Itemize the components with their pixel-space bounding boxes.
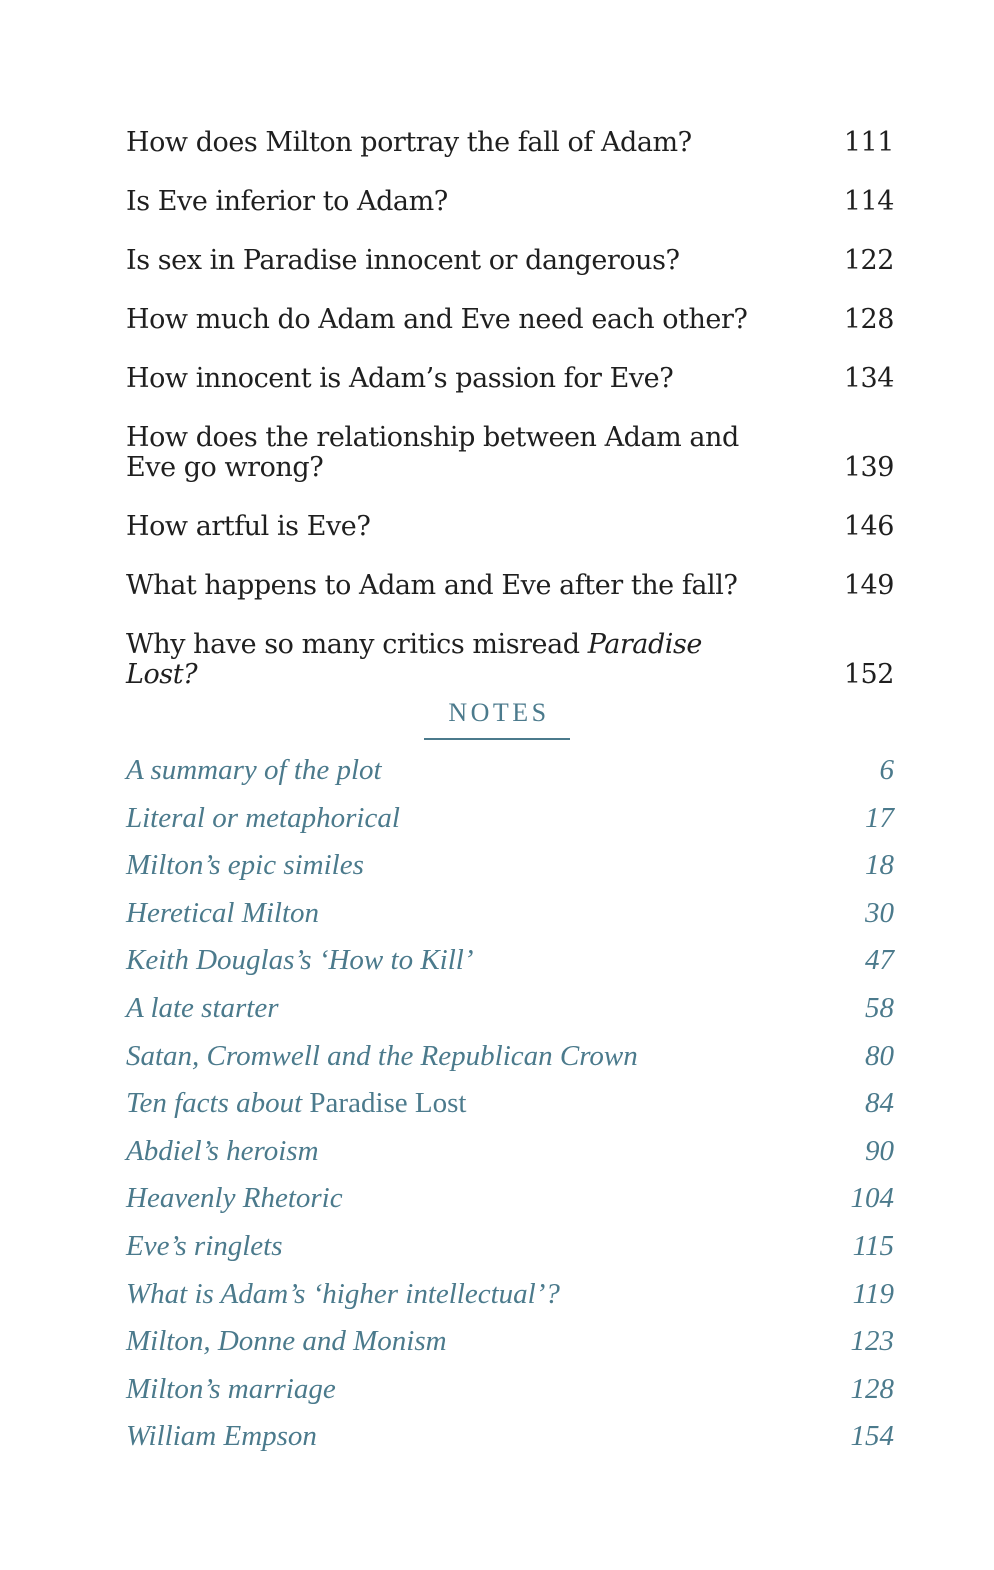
note-entry-page: 80: [865, 1039, 894, 1072]
note-entry: [126, 803, 894, 851]
note-entry: [126, 1231, 894, 1279]
note-entry: [126, 755, 894, 803]
note-entry-title: Heavenly Rhetoric: [126, 1182, 343, 1215]
note-entry-page: 84: [865, 1087, 894, 1120]
contents-entry: [126, 630, 894, 690]
contents-entry-page: 134: [843, 363, 894, 394]
contents-entry-page: 111: [843, 127, 894, 158]
note-entry-title: What is Adam’s ‘higher intellectual’?: [126, 1277, 560, 1310]
note-entry: [126, 1326, 894, 1374]
note-entry: [126, 1183, 894, 1231]
note-entry-title: Keith Douglas’s ‘How to Kill’: [126, 944, 474, 977]
contents-entry-title: How innocent is Adam’s passion for Eve?: [126, 363, 674, 394]
contents-entry: [126, 128, 894, 158]
note-entry-title: Literal or metaphorical: [126, 801, 400, 834]
contents-entry-page: 146: [843, 511, 894, 542]
contents-entry: [126, 364, 894, 394]
note-entry-title: Milton, Donne and Monism: [126, 1325, 447, 1358]
note-entry: [126, 945, 894, 993]
notes-heading: NOTES: [424, 698, 569, 740]
note-entry: [126, 1136, 894, 1184]
note-entry-page: 115: [852, 1229, 894, 1262]
contents-entry: [126, 246, 894, 276]
note-entry-page: 30: [865, 896, 894, 929]
note-entry-page: 154: [850, 1420, 894, 1453]
note-entry-title: Milton’s epic similes: [126, 849, 364, 882]
note-entry-page: 90: [865, 1134, 894, 1167]
contents-entry-title: How does the relationship between Adam and Eve go wrong?: [126, 422, 739, 483]
note-entry: [126, 1374, 894, 1422]
contents-entry: [126, 423, 894, 483]
contents-entry-title: Is sex in Paradise innocent or dangerous?: [126, 245, 680, 276]
note-entry: [126, 1088, 894, 1136]
note-entry-page: 128: [850, 1372, 894, 1405]
note-entry-title-upright: Paradise Lost: [309, 1087, 467, 1120]
note-entry-page: 17: [865, 801, 894, 834]
contents-entry-title: Is Eve inferior to Adam?: [126, 186, 448, 217]
notes-heading-wrap: [0, 698, 994, 740]
note-entry: [126, 1421, 894, 1469]
contents-entry-title: How artful is Eve?: [126, 511, 371, 542]
note-entry-title: Milton’s marriage: [126, 1372, 336, 1405]
contents-entry: [126, 571, 894, 601]
contents-entry-title-prefix: Why have so many critics misread: [126, 629, 588, 660]
contents-entry-title: How much do Adam and Eve need each other?: [126, 304, 748, 335]
note-entry-title: Abdiel’s heroism: [126, 1134, 319, 1167]
contents-entry-page: 149: [843, 570, 894, 601]
note-entry: [126, 898, 894, 946]
note-entry-title: [126, 1088, 466, 1118]
contents-entry: [126, 305, 894, 335]
note-entry-page: 6: [879, 754, 894, 786]
note-entry-page: 47: [865, 944, 894, 977]
note-entry: [126, 850, 894, 898]
note-entry-page: 58: [865, 991, 894, 1024]
note-entry-title: A summary of the plot: [126, 754, 382, 786]
contents-entry-title: How does Milton portray the fall of Adam?: [126, 127, 692, 158]
note-entry-page: 104: [850, 1182, 894, 1215]
note-entry-title: Eve’s ringlets: [126, 1229, 283, 1262]
note-entry: [126, 993, 894, 1041]
contents-list: [126, 128, 894, 690]
contents-entry-title-italic: Paradise Lost?: [126, 629, 702, 690]
contents-entry: [126, 512, 894, 542]
note-entry-page: 123: [850, 1325, 894, 1358]
note-entry-page: 18: [865, 849, 894, 882]
notes-list: [126, 755, 894, 1469]
contents-entry-page: 128: [843, 304, 894, 335]
note-entry-page: 119: [852, 1277, 894, 1310]
note-entry-title: Satan, Cromwell and the Republican Crown: [126, 1039, 638, 1072]
contents-entry-page: 139: [843, 452, 894, 483]
contents-entry-title: [126, 630, 756, 690]
note-entry-title-italic: Ten facts about: [126, 1087, 310, 1120]
note-entry-title: William Empson: [126, 1420, 317, 1453]
note-entry: [126, 1041, 894, 1089]
contents-entry-page: 122: [843, 245, 894, 276]
contents-entry-page: 114: [843, 186, 894, 217]
contents-entry-title: What happens to Adam and Eve after the fall?: [126, 570, 738, 601]
note-entry-title: A late starter: [126, 991, 279, 1024]
contents-entry-page: 152: [843, 659, 894, 690]
contents-entry: [126, 187, 894, 217]
note-entry: [126, 1279, 894, 1327]
note-entry-title: Heretical Milton: [126, 896, 320, 929]
